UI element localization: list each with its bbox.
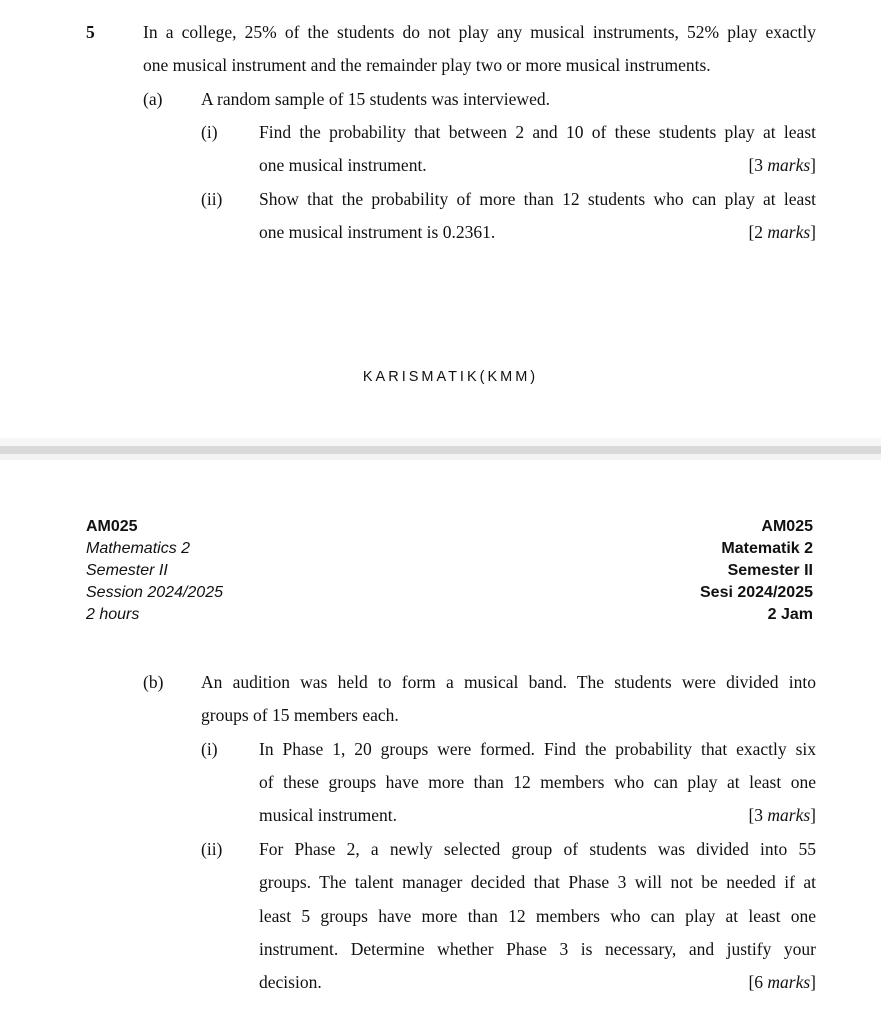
part-b-i-label: (i) xyxy=(201,739,218,759)
page-footer-karismatik: KARISMATIK(KMM) xyxy=(362,369,539,385)
marks-close: ] xyxy=(810,972,816,992)
marks-close: ] xyxy=(810,222,816,242)
part-b-line-2: groups of 15 members each. xyxy=(201,705,399,725)
header-left-subject: Mathematics 2 xyxy=(86,540,191,557)
marks-number: [3 xyxy=(748,155,768,175)
part-a-i-marks xyxy=(748,155,816,175)
part-b-ii-line-3: least 5 groups have more than 12 members who can play at least one xyxy=(259,906,816,926)
question-number: 5 xyxy=(86,22,95,42)
header-left xyxy=(86,516,223,626)
marks-word: marks xyxy=(767,222,811,242)
header-right-subject: Matematik 2 xyxy=(721,540,813,557)
question-intro-line-1: In a college, 25% of the students do not play any musical instruments, 52% play exactly xyxy=(143,22,816,42)
marks-number: [3 xyxy=(748,805,768,825)
marks-close: ] xyxy=(810,805,816,825)
header-right-duration: 2 Jam xyxy=(767,606,813,623)
part-b-ii-line-5: decision. xyxy=(259,972,322,992)
part-b-ii-line-1: For Phase 2, a newly selected group of students was divided into 55 xyxy=(259,839,816,859)
part-b-ii-line-4: instrument. Determine whether Phase 3 is necessary, and justify your xyxy=(259,939,816,959)
part-a-ii-marks xyxy=(748,222,816,242)
marks-number: [6 xyxy=(748,972,768,992)
part-b-ii-line-2: groups. The talent manager decided that Phase 3 will not be needed if at xyxy=(259,872,816,892)
part-a-i-line-1: Find the probability that between 2 and 10 of these students play at least xyxy=(259,122,816,142)
header-left-semester: Semester II xyxy=(86,562,168,579)
part-a-i-label: (i) xyxy=(201,122,218,142)
part-a-ii-label: (ii) xyxy=(201,189,223,209)
header-right-semester: Semester II xyxy=(727,562,813,579)
part-a-ii-line-1: Show that the probability of more than 12 students who can play at least xyxy=(259,189,816,209)
part-b-ii-label: (ii) xyxy=(201,839,223,859)
header-left-duration: 2 hours xyxy=(86,606,140,623)
header-left-session: Session 2024/2025 xyxy=(86,584,223,601)
part-b-i-line-1: In Phase 1, 20 groups were formed. Find the probability that exactly six xyxy=(259,739,816,759)
marks-word: marks xyxy=(767,155,811,175)
part-b-ii-marks xyxy=(748,972,816,992)
header-left-code: AM025 xyxy=(86,518,138,535)
header-right xyxy=(700,516,813,626)
marks-word: marks xyxy=(767,972,811,992)
marks-number: [2 xyxy=(748,222,768,242)
part-b-line-1: An audition was held to form a musical band. The students were divided into xyxy=(201,672,816,692)
header-right-session: Sesi 2024/2025 xyxy=(700,584,813,601)
header-right-code: AM025 xyxy=(761,518,813,535)
part-b-i-line-2: of these groups have more than 12 members who can play at least one xyxy=(259,772,816,792)
page-gap-bottom xyxy=(0,454,881,460)
part-b-i-marks xyxy=(748,805,816,825)
marks-word: marks xyxy=(767,805,811,825)
page-separator xyxy=(0,446,881,454)
marks-close: ] xyxy=(810,155,816,175)
part-a-i-line-2: one musical instrument. xyxy=(259,155,427,175)
part-b-label: (b) xyxy=(143,672,164,692)
part-a-ii-line-2: one musical instrument is 0.2361. xyxy=(259,222,496,242)
part-a-label: (a) xyxy=(143,89,163,109)
page-gap-top xyxy=(0,438,881,446)
part-a-text: A random sample of 15 students was interviewed. xyxy=(201,89,550,109)
question-intro-line-2: one musical instrument and the remainder play two or more musical instruments. xyxy=(143,55,711,75)
part-b-i-line-3: musical instrument. xyxy=(259,805,398,825)
